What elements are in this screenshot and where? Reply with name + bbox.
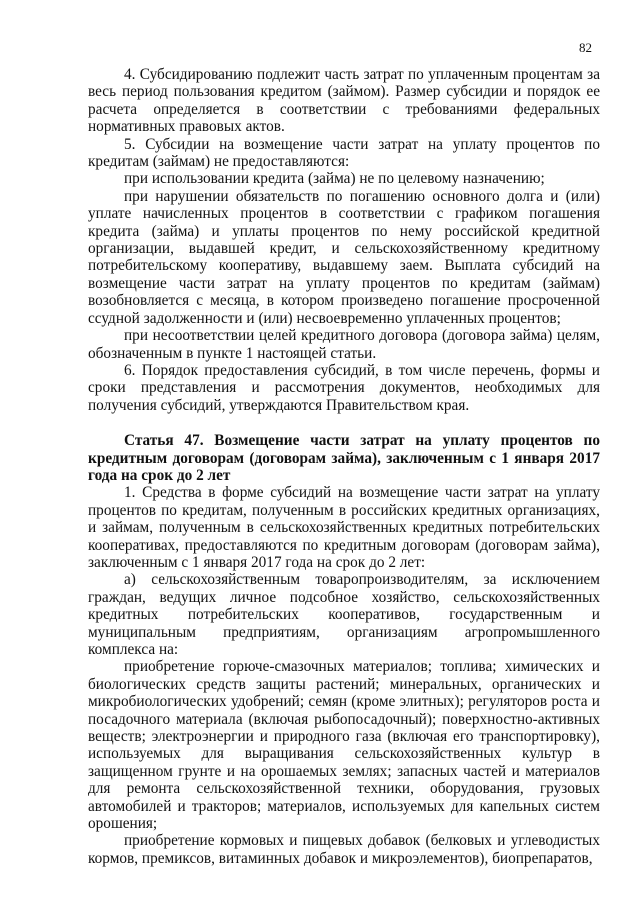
paragraph-mismatch: при несоответствии целей кредитного договора (договора займа) целям, обозначенным в пункте 1 настоящей статьи. (88, 327, 600, 362)
paragraph-clause-4: 4. Субсидированию подлежит часть затрат по уплаченным процентам за весь период пользования кредитом (займом). Размер субсидии и порядок ее расчета определяется в соответствии с требованиями федеральных нормативных правовых актов. (88, 66, 600, 136)
article-47-heading: Статья 47. Возмещение части затрат на уплату процентов по кредитным договорам (договорам займа), заключенным с 1 января 2017 года на срок до 2 лет (88, 432, 600, 484)
paragraph-subclause-a: а) сельскохозяйственным товаропроизводителям, за исключением граждан, ведущих личное подсобное хозяйство, сельскохозяйственных кредитных потребительских кооперативов, государственным и муниципальным предприятиям, организациям агропромышленного комплекса на: (88, 571, 600, 658)
paragraph-feed-additives: приобретение кормовых и пищевых добавок (белковых и углеводистых кормов, премиксов, витаминных добавок и микроэлементов), биопрепаратов, (88, 832, 600, 867)
paragraph-misuse: при использовании кредита (займа) не по целевому назначению; (124, 170, 545, 188)
paragraph-clause-5: 5. Субсидии на возмещение части затрат на уплату процентов по кредитам (займам) не предоставляются: (88, 135, 600, 171)
document-body (88, 66, 600, 867)
paragraph-article-47-clause-1: 1. Средства в форме субсидий на возмещение части затрат на уплату процентов по кредитам, полученным в российских кредитных организациях, и займам, полученным в сельскохозяйственных кредитных потребительских кооперативах, предоставляются по кредитным договорам (договорам займа), заключенным с 1 января 2017 года на срок до 2 лет: (88, 484, 600, 571)
page-number: 82 (579, 40, 592, 55)
paragraph-materials-list: приобретение горюче-смазочных материалов; топлива; химических и биологических средств защиты растений; минеральных, органических и микробиологических удобрений; семян (кроме элитных); регуляторов роста и посадочного материала (включая рыбопосадочный); поверхностно-активных веществ; электроэнергии и природного газа (включая его транспортировку), используемых для выращивания сельскохозяйственных культур в защищенном грунте и на орошаемых землях; запасных частей и материалов для ремонта сельскохозяйственной техники, оборудования, грузовых автомобилей и тракторов; материалов, используемых для капельных систем орошения; (88, 658, 600, 833)
paragraph-clause-6: 6. Порядок предоставления субсидий, в том числе перечень, формы и сроки представления и рассмотрения документов, необходимых для получения субсидий, утверждаются Правительством края. (88, 361, 600, 414)
paragraph-violation: при нарушении обязательств по погашению основного долга и (или) уплате начисленных процентов в соответствии с графиком погашения кредита (займа) и уплаты процентов по нему российской кредитной организации, выдавшей кредит, и сельскохозяйственному кредитному потребительскому кооперативу, выдавшему заем. Выплата субсидий на возмещение части затрат на уплату процентов по кредитам (займам) возобновляется с месяца, в котором произведено погашение просроченной ссудной задолженности и (или) несвоевременно уплаченных процентов; (88, 187, 600, 327)
